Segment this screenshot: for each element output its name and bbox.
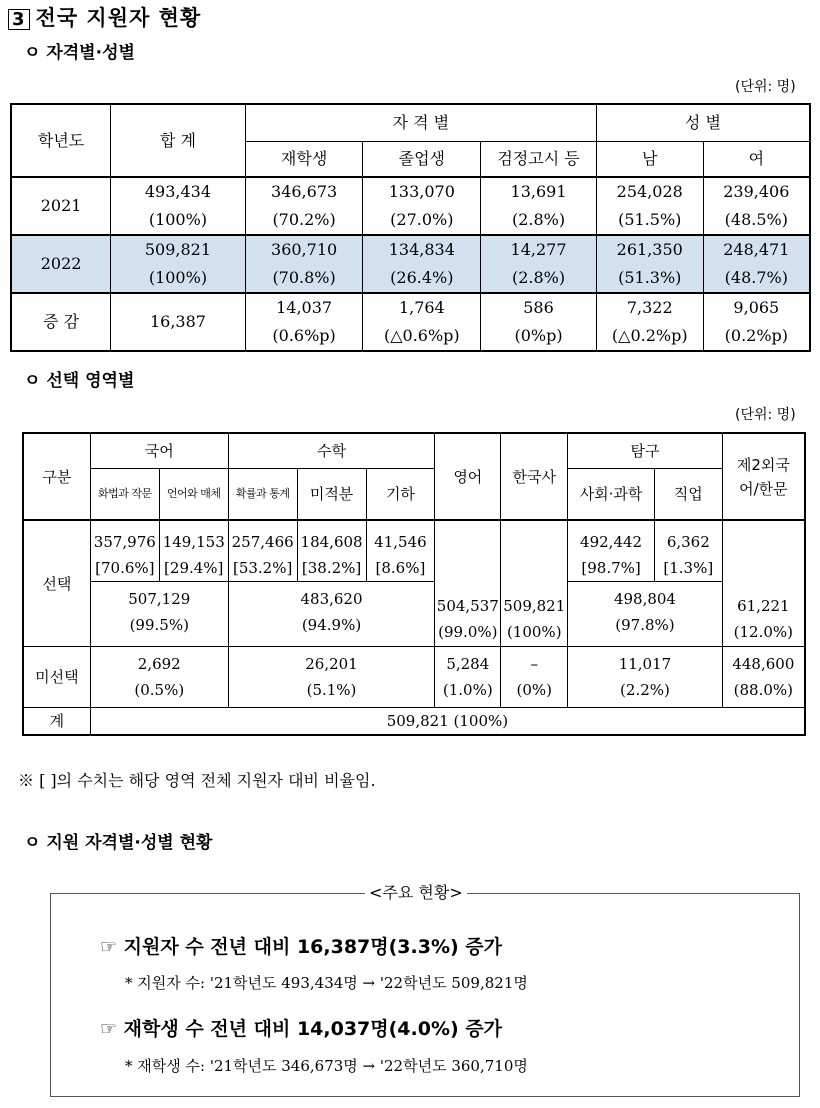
cell-value: 1,764: [398, 298, 445, 317]
cell: [703, 293, 810, 351]
cell-pct: [29.4%]: [164, 559, 224, 577]
cell-pct: (51.5%): [618, 210, 682, 229]
cell-value: 254,028: [616, 182, 683, 201]
cell-pct: (48.7%): [724, 268, 788, 287]
header-foreign: 제2외국어/한문: [722, 433, 805, 520]
row-label-unselect: 미선택: [23, 647, 90, 708]
summary-line-1: ☞ 지원자 수 전년 대비 16,387명(3.3%) 증가: [100, 936, 502, 958]
cell-value: 586: [523, 298, 554, 317]
cell: [90, 647, 228, 708]
row-label: 2021: [11, 177, 111, 235]
cell-pct: (5.1%): [306, 681, 357, 699]
header-gender: 성 별: [596, 104, 810, 142]
cell: [245, 235, 363, 293]
cell-value: 483,620: [300, 590, 363, 608]
summary-line-1-detail: * 지원자 수: '21학년도 493,434명 → '22학년도 509,821명: [125, 974, 528, 992]
cell: [596, 293, 703, 351]
cell: [297, 520, 366, 582]
total-value: 509,821 (100%): [90, 708, 805, 736]
cell: [366, 520, 435, 582]
table-row-select-sub: [23, 520, 805, 582]
table-row: [11, 177, 810, 235]
header-m1: 확률과 통계: [228, 469, 297, 521]
cell: [228, 520, 297, 582]
row-label: 증 감: [11, 293, 111, 351]
header-m3: 기하: [366, 469, 435, 521]
cell-value: 448,600: [732, 655, 795, 673]
cell-pct: (100%): [148, 210, 208, 229]
cell-pct: (70.8%): [272, 268, 336, 287]
cell-value: 9,065: [733, 298, 780, 317]
cell-pct: (99.5%): [129, 616, 189, 634]
cell: [568, 520, 655, 582]
cell-value: 2,692: [137, 655, 181, 673]
summary-line-2: ☞ 재학생 수 전년 대비 14,037명(4.0%) 증가: [100, 1018, 502, 1040]
cell-value: –: [530, 655, 538, 673]
cell-value: 346,673: [271, 182, 338, 201]
cell-value: 493,434: [144, 182, 212, 201]
cell: [501, 647, 568, 708]
cell-pct: (△0.6%p): [383, 326, 460, 345]
cell: [722, 520, 805, 647]
cell: [228, 582, 435, 647]
cell-pct: (0.6%p): [272, 326, 336, 345]
subject-selection-table: [22, 432, 806, 736]
header-female: 여: [703, 142, 810, 178]
cell-pct: (2.2%): [620, 681, 670, 699]
row-label: 2022: [11, 235, 111, 293]
cell-pct: (0.2%p): [724, 326, 789, 345]
cell: [435, 647, 501, 708]
cell-pct: [1.3%]: [663, 559, 714, 577]
header-math: 수학: [228, 433, 435, 469]
header-enrolled: 재학생: [245, 142, 363, 178]
cell-value: 134,834: [388, 240, 455, 259]
cell-value: 6,362: [666, 533, 710, 551]
cell-pct: (0%p): [514, 326, 563, 345]
cell-pct: [98.7%]: [581, 559, 641, 577]
cell: [111, 235, 246, 293]
header-korean: 국어: [90, 433, 228, 469]
cell: [481, 177, 597, 235]
cell-pct: [38.2%]: [301, 559, 362, 577]
cell: [245, 293, 363, 351]
cell-value: 507,129: [128, 590, 191, 608]
cell-value: 498,804: [613, 590, 676, 608]
cell-value: 61,221: [737, 596, 790, 615]
footnote: ※ [ ]의 수치는 해당 영역 전체 지원자 대비 비율임.: [18, 771, 376, 790]
cell: [111, 177, 246, 235]
cell-pct: (88.0%): [733, 681, 794, 699]
cell-pct: (100%): [506, 622, 562, 641]
cell: [703, 177, 810, 235]
header-male: 남: [596, 142, 703, 178]
cell-pct: [8.6%]: [375, 559, 426, 577]
cell-value: 504,537: [436, 596, 499, 615]
row-label-select: 선택: [23, 520, 90, 647]
cell-value: 509,821: [503, 596, 566, 615]
cell: [363, 235, 481, 293]
cell: [501, 520, 568, 647]
cell: [722, 647, 805, 708]
header-total: 합 계: [111, 104, 246, 177]
header-english: 영어: [435, 433, 501, 520]
cell: [228, 647, 435, 708]
cell: [90, 582, 228, 647]
cell-pct: (100%): [148, 268, 208, 287]
cell-pct: (48.5%): [724, 210, 788, 229]
cell-pct: (0.5%): [134, 681, 185, 699]
header-inquiry: 탐구: [568, 433, 722, 469]
cell-value: 257,466: [231, 533, 294, 551]
cell-pct: (99.0%): [438, 622, 498, 641]
section-number: 3: [8, 9, 30, 30]
header-category: 구분: [23, 433, 90, 520]
applicant-qualification-table: [10, 103, 811, 352]
change-total: 16,387: [111, 293, 246, 351]
section1-heading: ㅇ 자격별·성별: [24, 43, 135, 63]
cell-pct: (0%): [516, 681, 552, 699]
cell-value: 26,201: [305, 655, 358, 673]
table-row-unselect: [23, 647, 805, 708]
cell: [363, 293, 481, 351]
header-k2: 언어와 매체: [159, 469, 228, 521]
table-row-change: [11, 293, 810, 351]
section3-heading: ㅇ 지원 자격별·성별 현황: [24, 833, 213, 853]
header-k1: 화법과 작문: [90, 469, 159, 521]
cell-pct: (94.9%): [301, 616, 362, 634]
cell: [481, 235, 597, 293]
header-graduate: 졸업생: [363, 142, 481, 178]
table-row-highlighted: [11, 235, 810, 293]
cell-pct: (51.3%): [618, 268, 682, 287]
cell-value: 239,406: [723, 182, 790, 201]
cell: [245, 177, 363, 235]
cell: [435, 520, 501, 647]
section1-unit: (단위: 명): [735, 79, 796, 95]
cell-pct: (27.0%): [390, 210, 454, 229]
header-i2: 직업: [654, 469, 722, 521]
cell-pct: (1.0%): [442, 681, 493, 699]
header-qualification: 자 격 별: [245, 104, 596, 142]
cell-value: 184,608: [300, 533, 363, 551]
cell: [596, 235, 703, 293]
header-i1: 사회·과학: [568, 469, 655, 521]
cell-pct: (26.4%): [390, 268, 454, 287]
cell-value: 14,277: [510, 240, 567, 259]
cell-pct: (2.8%): [511, 210, 566, 229]
cell-value: 13,691: [510, 182, 567, 201]
cell-value: 492,442: [580, 533, 643, 551]
cell: [363, 177, 481, 235]
header-history: 한국사: [501, 433, 568, 520]
header-ged: 검정고시 등: [481, 142, 597, 178]
cell-pct: [70.6%]: [95, 559, 155, 577]
cell: [159, 520, 228, 582]
cell: [481, 293, 597, 351]
cell-pct: (△0.2%p): [611, 326, 688, 345]
cell-value: 14,037: [276, 298, 333, 317]
cell: [654, 520, 722, 582]
cell-pct: (2.8%): [511, 268, 566, 287]
cell-value: 11,017: [618, 655, 672, 673]
cell: [596, 177, 703, 235]
table-row-total: [23, 708, 805, 736]
cell-pct: (70.2%): [272, 210, 336, 229]
cell-value: 509,821: [144, 240, 212, 259]
cell-value: 261,350: [616, 240, 683, 259]
cell-pct: [53.2%]: [232, 559, 293, 577]
table-row-select-total: [23, 582, 805, 647]
cell: [568, 647, 722, 708]
header-m2: 미적분: [297, 469, 366, 521]
cell-value: 357,976: [93, 533, 156, 551]
header-year: 학년도: [11, 104, 111, 177]
summary-line-2-detail: * 재학생 수: '21학년도 346,673명 → '22학년도 360,710명: [125, 1057, 528, 1075]
summary-box-title: <주요 현황>: [365, 880, 467, 903]
cell-value: 7,322: [626, 298, 673, 317]
cell-value: 360,710: [271, 240, 338, 259]
cell-pct: (12.0%): [733, 622, 794, 641]
cell-value: 149,153: [162, 533, 225, 551]
cell-value: 41,546: [374, 533, 427, 551]
section2-heading: ㅇ 선택 영역별: [24, 371, 135, 391]
cell-value: 248,471: [723, 240, 790, 259]
cell-value: 133,070: [388, 182, 455, 201]
cell: [90, 520, 159, 582]
cell: [568, 582, 722, 647]
section2-unit: (단위: 명): [735, 407, 796, 423]
cell: [703, 235, 810, 293]
page-title: [8, 2, 201, 32]
row-label-total: 계: [23, 708, 90, 736]
cell-value: 5,284: [446, 655, 490, 673]
title-text: 전국 지원자 현황: [35, 6, 202, 30]
cell-pct: (97.8%): [615, 616, 675, 634]
